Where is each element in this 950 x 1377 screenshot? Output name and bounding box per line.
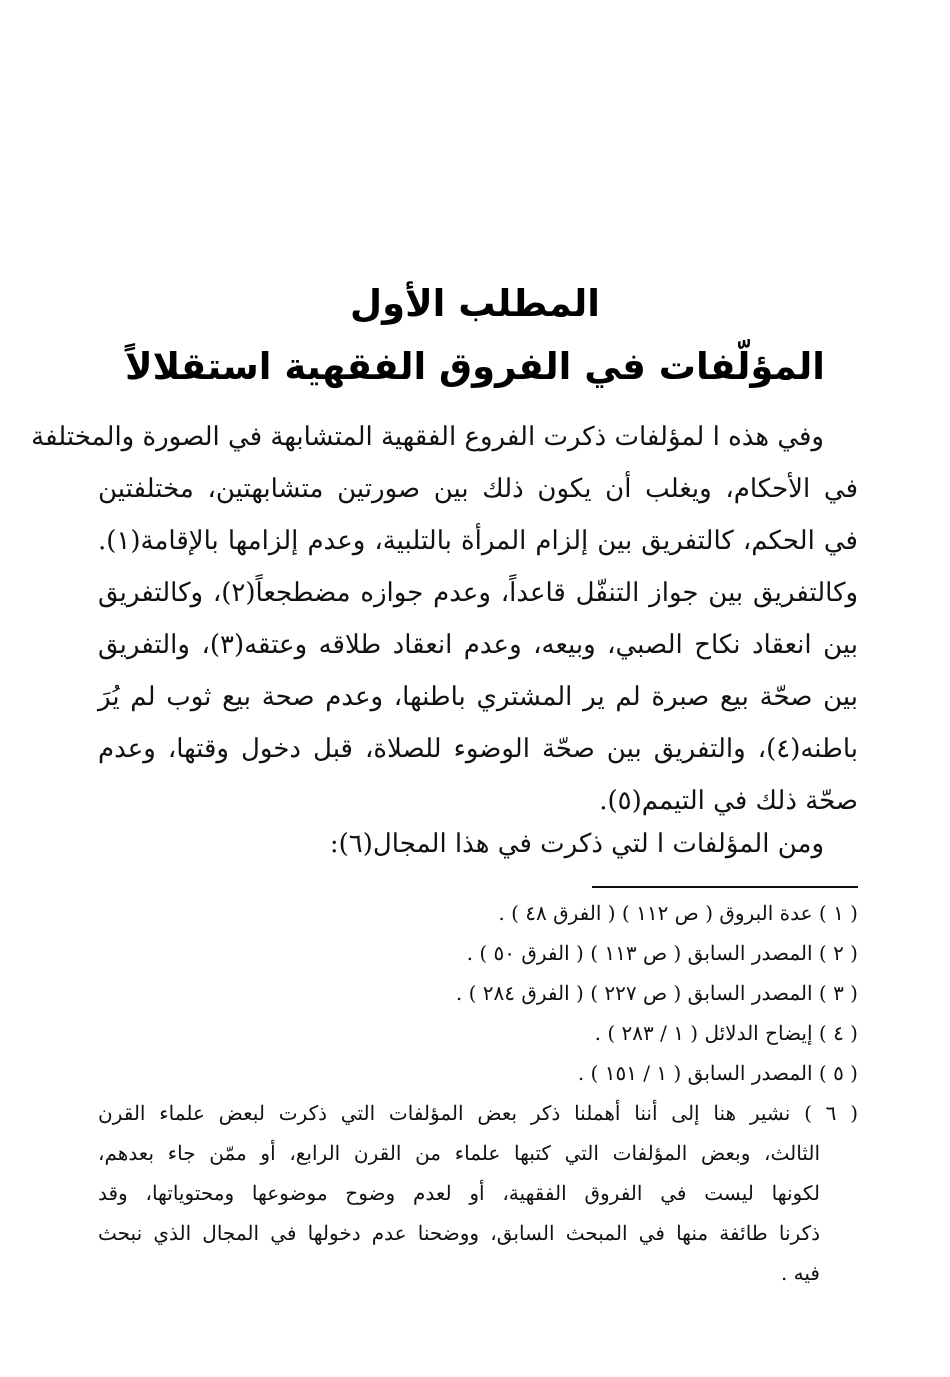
section-subtitle: المؤلّفات في الفروق الفقهية استقلالاً bbox=[125, 345, 825, 388]
footnote-5: ( ٥ ) المصدر السابق ( ١ / ١٥١ ) . bbox=[577, 1061, 858, 1085]
footnote-6 bbox=[98, 1093, 858, 1285]
footnote-1: ( ١ ) عدة البروق ( ص ١١٢ ) ( الفرق ٤٨ ) . bbox=[498, 901, 858, 925]
footnote-line: فيه . bbox=[780, 1261, 820, 1285]
footnote-line: ذكرنا طائفة منها في المبحث السابق، ووضحنا عدم دخولها في المجال الذي نبحث bbox=[98, 1221, 820, 1245]
paragraph-line: في الحكم، كالتفريق بين إلزام المرأة بالتلبية، وعدم إلزامها بالإقامة(١). bbox=[98, 526, 858, 556]
footnote-separator bbox=[592, 886, 858, 888]
footnote-line: ( ٦ ) نشير هنا إلى أننا أهملنا ذكر بعض المؤلفات التي ذكرت لبعض علماء القرن bbox=[98, 1101, 858, 1125]
footnote-3: ( ٣ ) المصدر السابق ( ص ٢٢٧ ) ( الفرق ٢٨٤ ) . bbox=[455, 981, 858, 1005]
body-paragraph bbox=[31, 411, 859, 827]
paragraph-line: في الأحكام، ويغلب أن يكون ذلك بين صورتين متشابهتين، مختلفتين bbox=[98, 474, 858, 504]
paragraph-line: بين انعقاد نكاح الصبي، وبيعه، وعدم انعقاد طلاقه وعتقه(٣)، والتفريق bbox=[98, 630, 859, 660]
footnote-line: لكونها ليست في الفروق الفقهية، أو لعدم وضوح موضوعها ومحتوياتها، وقد bbox=[98, 1181, 820, 1205]
paragraph-line: وكالتفريق بين جواز التنفّل قاعداً، وعدم جوازه مضطجعاً(٢)، وكالتفريق bbox=[98, 578, 859, 608]
footnote-line: الثالث، وبعض المؤلفات التي كتبها علماء من القرن الرابع، أو ممّن جاء بعدهم، bbox=[98, 1141, 820, 1165]
paragraph-line: باطنه(٤)، والتفريق بين صحّة الوضوء للصلاة، قبل دخول وقتها، وعدم bbox=[98, 734, 858, 764]
footnote-4: ( ٤ ) إيضاح الدلائل ( ١ / ٢٨٣ ) . bbox=[594, 1021, 858, 1045]
intro-paragraph: ومن المؤلفات ا لتي ذكرت في هذا المجال(٦): bbox=[329, 829, 824, 859]
paragraph-line: صحّة ذلك في التيمم(٥). bbox=[599, 786, 858, 816]
paragraph-line: وفي هذه ا لمؤلفات ذكرت الفروع الفقهية المتشابهة في الصورة والمختلفة bbox=[31, 422, 824, 452]
section-title: المطلب الأول bbox=[350, 282, 600, 325]
paragraph-line: بين صحّة بيع صبرة لم ير المشتري باطنها، وعدم صحة بيع ثوب لم يُرَ bbox=[98, 682, 858, 712]
footnote-2: ( ٢ ) المصدر السابق ( ص ١١٣ ) ( الفرق ٥٠ ) . bbox=[466, 941, 858, 965]
